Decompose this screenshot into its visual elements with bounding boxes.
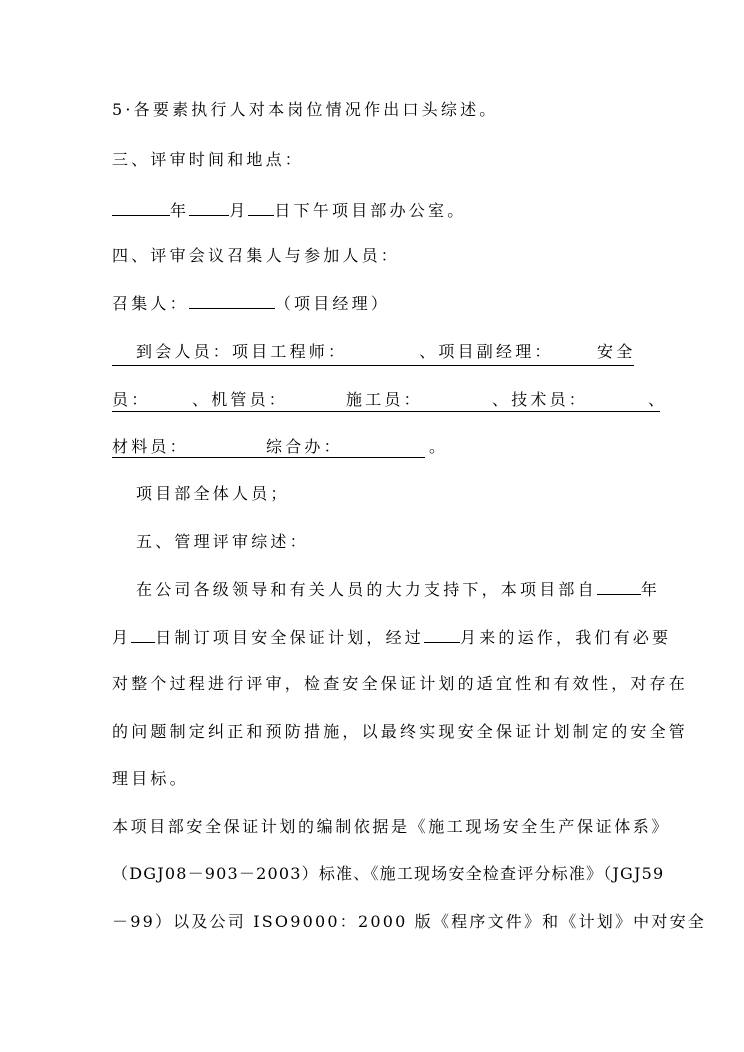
safety-officer-label: 安全 xyxy=(597,342,636,361)
date-rest: 日下午项目部办公室。 xyxy=(274,201,467,220)
machine-manager-label: 、机管员： xyxy=(192,390,289,409)
review-para-line-4: 的问题制定纠正和预防措施，以最终实现安全保证计划制定的安全管 xyxy=(112,722,689,741)
attendees-line-1-underline xyxy=(112,365,634,366)
construction-officer-label: 施工员： xyxy=(346,390,423,409)
review-para-line-2 xyxy=(112,627,671,648)
section-4-heading: 四、评审会议召集人与参加人员： xyxy=(112,246,401,265)
month-label: 月 xyxy=(229,201,249,220)
deputy-manager-label: 、项目副经理： xyxy=(419,342,554,361)
review-para-line-1 xyxy=(136,579,660,600)
review-para-line-2-text: 日制订项目安全保证计划，经过 xyxy=(155,628,425,647)
attendees-line-2-end: 、 xyxy=(648,390,668,409)
basis-para-line-1: 本项目部安全保证计划的编制依据是《施工现场安全生产保证体系》 xyxy=(112,817,671,836)
engineer-label: 到会人员：项目工程师： xyxy=(136,342,348,361)
review-months-blank xyxy=(424,627,460,643)
convener-label: 召集人： xyxy=(112,294,189,313)
convener-line xyxy=(112,293,390,314)
convener-blank xyxy=(189,293,275,309)
technician-label: 、技术员： xyxy=(492,390,589,409)
review-para-line-2-rest: 月来的运作，我们有必要 xyxy=(460,628,672,647)
year-label: 年 xyxy=(170,201,190,220)
basis-para-line-2: （DGJ08－903－2003）标准、《施工现场安全检查评分标准》（JGJ59 xyxy=(112,864,665,883)
review-month-label: 月 xyxy=(112,628,132,647)
item-5-text: 5·各要素执行人对本岗位情况作出口头综述。 xyxy=(112,100,499,119)
general-office-label: 综合办： xyxy=(266,437,343,456)
year-blank xyxy=(112,200,170,216)
attendees-line-3-end: 。 xyxy=(429,437,449,456)
attendees-line-2-underline xyxy=(112,411,660,412)
month-blank xyxy=(189,200,229,216)
attendees-line-2-start: 员： xyxy=(112,390,151,409)
review-year-blank xyxy=(597,579,641,595)
review-day-blank xyxy=(131,627,155,643)
date-line xyxy=(112,200,466,221)
review-para-line-1-text: 在公司各级领导和有关人员的大力支持下，本项目部自 xyxy=(136,580,597,599)
section-5-heading: 五、管理评审综述： xyxy=(136,532,309,551)
material-officer-label: 材料员： xyxy=(112,437,189,456)
day-blank xyxy=(248,200,274,216)
attendees-line-1 xyxy=(136,342,554,362)
all-staff-text: 项目部全体人员； xyxy=(136,484,290,503)
section-3-heading: 三、评审时间和地点： xyxy=(112,150,305,169)
review-para-line-3: 对整个过程进行评审，检查安全保证计划的适宜性和有效性，对存在 xyxy=(112,674,689,693)
attendees-line-3-underline xyxy=(112,457,425,458)
review-para-line-5: 理目标。 xyxy=(112,769,189,788)
basis-para-line-3: －99）以及公司 ISO9000：2000 版《程序文件》和《计划》中对安全 xyxy=(112,912,706,931)
review-year-label: 年 xyxy=(640,580,661,599)
convener-note: （项目经理） xyxy=(274,294,391,313)
